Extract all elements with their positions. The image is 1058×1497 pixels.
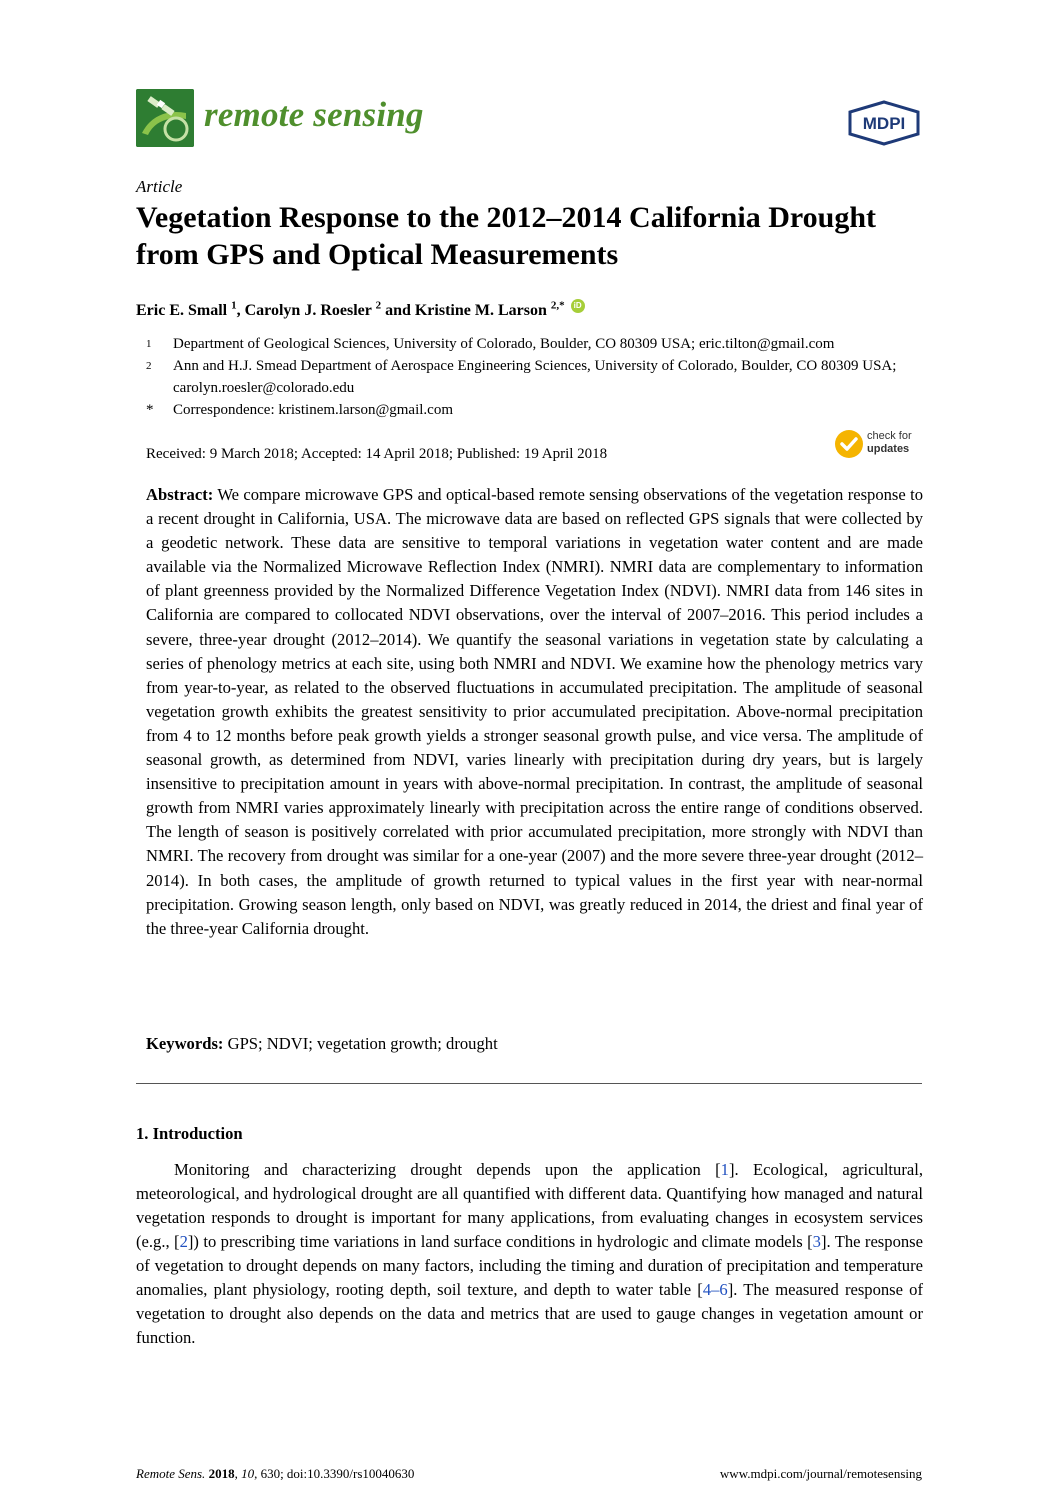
intro-text: . The measured response of vegetation to drought also depends on the data and metrics that are used to gauge changes in vegetation amount or function. xyxy=(136,1280,923,1347)
intro-paragraph: Monitoring and characterizing drought depends upon the application [1]. Ecological, agricultural, meteorological, and hydrological drought are all quantified with different data. Quantifying how managed and natural vegetation responds to drought is important for many applications, from evaluating changes in ecosystem services (e.g., [2]) to prescribing time variations in land surface conditions in hydrologic and climate models [3]. The response of vegetation to drought depends on many factors, including the timing and duration of precipitation and temperature anomalies, plant physiology, rooting depth, soil texture, and depth to water table [4–6]. The measured response of vegetation to drought also depends on the data and metrics that are used to gauge changes in vegetation amount or function. xyxy=(136,1160,923,1347)
mdpi-logo-icon xyxy=(846,100,922,146)
intro-text: ) to prescribing time variations in land surface conditions in hydrologic and climate models xyxy=(193,1232,808,1251)
author-name: Kristine M. Larson xyxy=(414,302,547,319)
abstract xyxy=(146,483,923,941)
citation-link[interactable]: 3 xyxy=(812,1232,821,1251)
citation-link[interactable]: 1 xyxy=(720,1160,729,1179)
abstract-text: We compare microwave GPS and optical-based remote sensing observations of the vegetation response to a recent drought in California, USA. The microwave data are based on reflected GPS signals that were collected by a geodetic network. These data are sensitive to temporal variations in vegetation water content and are made available via the Normalized Microwave Reflection Index (NMRI). NMRI data are complementary to information of plant greenness provided by the Normalized Difference Vegetation Index (NDVI). NMRI data from 146 sites in California are compared to collocated NDVI observations, over the interval of 2007–2016. This period includes a severe, three-year drought (2012–2014). We quantify the seasonal variations in vegetation state by calculating a series of phenology metrics at each site, using both NMRI and NDVI. We examine how the phenology metrics vary from year-to-year, as related to the observed fluctuations in accumulated precipitation. The amplitude of seasonal vegetation growth exhibits the greatest sensitivity to prior accumulated precipitation. Above-normal precipitation from 4 to 12 months before peak growth yields a stronger seasonal growth pulse, and vice versa. The amplitude of seasonal growth, as determined from NDVI, varies linearly with precipitation during dry years, but is largely insensitive to precipitation amount in years with above-normal precipitation. In contrast, the amplitude of seasonal growth from NMRI varies approximately linearly with precipitation across the entire range of conditions observed. The length of season is positively correlated with prior accumulated precipitation, more strongly with NDVI than NMRI. The recovery from drought was similar for a one-year (2007) and the more severe three-year drought (2012–2014). In both cases, the amplitude of growth returned to typical values in the first year with near-normal precipitation. Growing season length, only based on NDVI, was greatly reduced in 2014, the driest and final year of the three-year California drought. xyxy=(146,485,923,938)
author-name: Carolyn J. Roesler xyxy=(244,302,372,319)
citation-link[interactable]: 4–6 xyxy=(702,1280,728,1299)
citation-link[interactable]: 2 xyxy=(179,1232,188,1251)
mdpi-logo-text: MDPI xyxy=(862,114,906,133)
footer-year: 2018 xyxy=(208,1466,235,1481)
author-list: Eric E. Small $^1$, Carolyn J. Roesler $^2$ and Kristine M. Larson $^{2,*}$ iD xyxy=(136,299,585,320)
paper-title: Vegetation Response to the 2012–2014 California Drought from GPS and Optical Measurements xyxy=(136,201,876,271)
footer-citation: Remote Sens. 2018, 10, 630; doi:10.3390/rs10040630 xyxy=(136,1466,415,1481)
correspondence-marker: * xyxy=(146,402,154,418)
author-affil-sup: 1 xyxy=(231,299,237,312)
publication-dates: Received: 9 March 2018; Accepted: 14 April 2018; Published: 19 April 2018 xyxy=(146,446,608,462)
check-updates-line1: check for xyxy=(867,430,912,442)
affiliation-1: Department of Geological Sciences, University of Colorado, Boulder, CO 80309 USA; eric.tilton@gmail.com xyxy=(173,336,835,352)
check-for-updates-button[interactable] xyxy=(835,429,927,463)
intro-text: . Ecological, agricultural, meteorological, and hydrological drought are all quantified with different data. Quantifying how managed and natural vegetation responds to drought is important for many applications, from evaluating changes in ecosystem services (e.g., xyxy=(136,1160,923,1251)
journal-logo-icon xyxy=(136,89,194,147)
author-affil-sup: 2,* xyxy=(550,299,565,312)
section-heading: 1. Introduction xyxy=(136,1124,243,1143)
footer-volume: 10 xyxy=(241,1466,255,1481)
keywords-text: GPS; NDVI; vegetation growth; drought xyxy=(227,1034,498,1053)
footer-journal: Remote Sens. xyxy=(136,1466,206,1481)
abstract-label: Abstract: xyxy=(146,485,214,504)
orcid-icon[interactable]: iD xyxy=(571,299,585,313)
keywords-label: Keywords: xyxy=(146,1034,224,1053)
check-updates-line2: updates xyxy=(867,443,910,455)
footer-url-link[interactable]: www.mdpi.com/journal/remotesensing xyxy=(719,1466,922,1481)
journal-name: remote sensing xyxy=(204,95,424,134)
affiliation-marker: 2 xyxy=(146,360,152,372)
author-affil-sup: 2 xyxy=(375,299,382,312)
section-divider xyxy=(136,1083,922,1084)
intro-text: Monitoring and characterizing drought depends upon the application xyxy=(174,1160,716,1179)
intro-text: . The response of vegetation to drought depends on many factors, including the timing and duration of precipitation and temperature anomalies, plant physiology, rooting depth, soil texture, and depth to water table xyxy=(136,1232,923,1299)
affiliation-marker: 1 xyxy=(146,338,152,350)
affiliation-2: Ann and H.J. Smead Department of Aerospace Engineering Sciences, University of Colorado, Boulder, CO 80309 USA; carolyn.roesler@colorado.edu xyxy=(173,358,897,396)
author-conjunction: and xyxy=(385,302,411,319)
author-name: Eric E. Small xyxy=(136,302,228,319)
correspondence: Correspondence: kristinem.larson@gmail.com xyxy=(173,402,453,418)
keywords xyxy=(146,1034,498,1054)
footer-doi: , 630; doi:10.3390/rs10040630 xyxy=(254,1466,415,1481)
check-icon xyxy=(835,430,863,458)
article-type: Article xyxy=(136,177,183,196)
